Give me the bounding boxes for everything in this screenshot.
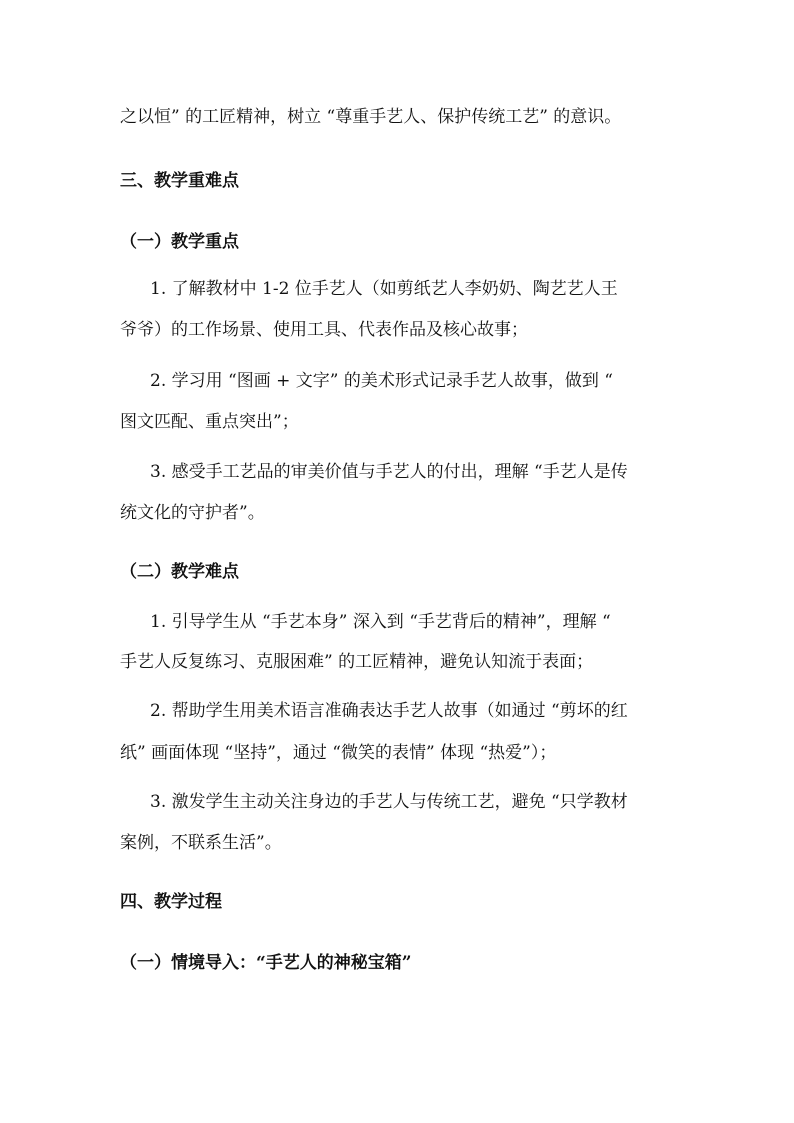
body-line: 案例，不联系生活”。 [120,833,282,853]
section-heading: 四、教学过程 [120,892,222,912]
body-line: 图文匹配、重点突出”； [120,412,299,432]
body-line: 2. 帮助学生用美术语言准确表达手艺人故事（如通过 “剪坏的红 [150,701,628,721]
subsection-heading: （一）教学重点 [120,232,239,252]
body-line: 3. 激发学生主动关注身边的手艺人与传统工艺，避免 “只学教材 [150,792,628,812]
body-line: 2. 学习用 “图画 + 文字” 的美术形式记录手艺人故事，做到 “ [150,371,613,391]
body-line: 之以恒” 的工匠精神，树立 “尊重手艺人、保护传统工艺” 的意识。 [120,107,622,127]
body-line: 3. 感受手工艺品的审美价值与手艺人的付出，理解 “手艺人是传 [150,462,628,482]
body-line: 1. 引导学生从 “手艺本身” 深入到 “手艺背后的精神”，理解 “ [150,612,611,632]
body-line: 统文化的守护者”。 [120,503,265,523]
body-line: 纸” 画面体现 “坚持”，通过 “微笑的表情” 体现 “热爱”）； [120,743,557,763]
body-line: 爷爷）的工作场景、使用工具、代表作品及核心故事； [120,320,528,340]
subsection-heading: （二）教学难点 [120,562,239,582]
subsection-heading: （一）情境导入：“手艺人的神秘宝箱” [120,953,412,973]
body-line: 手艺人反复练习、克服困难” 的工匠精神，避免认知流于表面； [120,652,594,672]
body-line: 1. 了解教材中 1-2 位手艺人（如剪纸艺人李奶奶、陶艺艺人王 [150,279,618,299]
section-heading: 三、教学重难点 [120,171,239,191]
